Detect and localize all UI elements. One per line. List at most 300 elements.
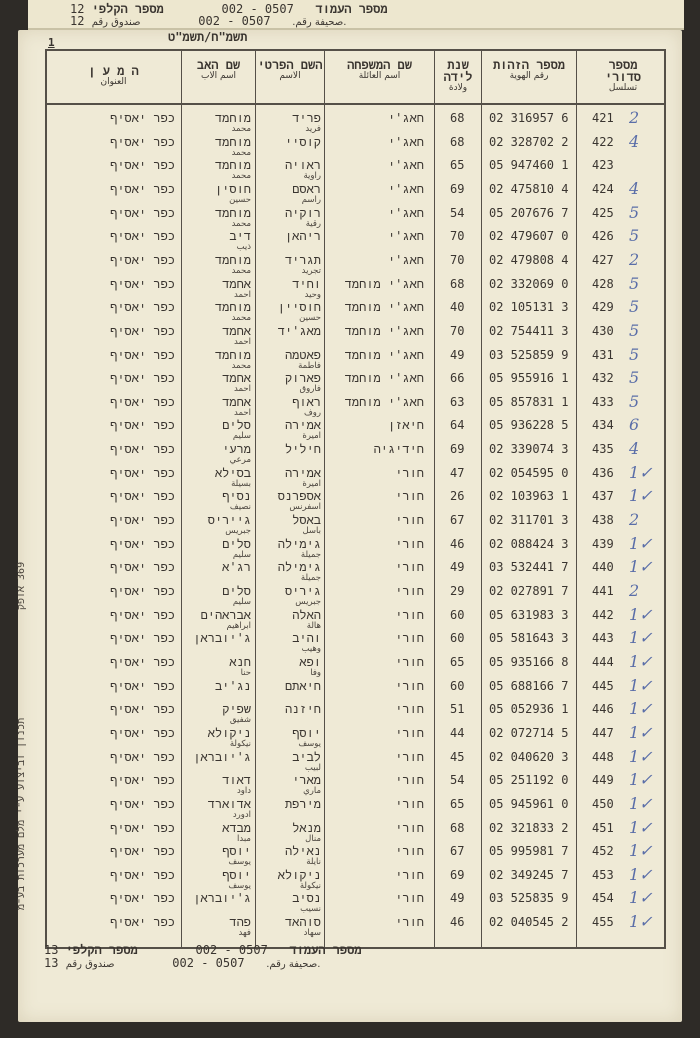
handwritten-mark: 5	[629, 273, 640, 293]
address: כפר יאסיף	[110, 536, 175, 551]
handwritten-mark: 1✓	[629, 557, 653, 577]
first-name-cell	[259, 348, 321, 371]
first-name-ar: باسل	[302, 526, 321, 537]
first-name-cell	[259, 750, 321, 773]
handwritten-mark: 2	[629, 108, 640, 127]
first-name-cell	[259, 797, 321, 811]
serial-number: 424	[592, 181, 614, 196]
family-name: חורי	[395, 678, 424, 693]
first-name-cell	[259, 466, 321, 489]
family-name: חורי	[395, 465, 424, 480]
father-name-ar: سليم	[232, 597, 251, 607]
father-name: מבדא	[222, 820, 251, 835]
serial-number: 453	[592, 867, 614, 882]
id-number: 02 105131 3	[489, 300, 569, 315]
father-name-ar: محمد	[231, 171, 251, 182]
first-name-ar: وهيب	[301, 644, 321, 655]
first-name-cell	[259, 631, 321, 654]
first-name-ar: فاطمة	[298, 360, 321, 371]
table-row	[47, 675, 664, 703]
table-row	[47, 344, 664, 372]
family-name: חורי	[395, 749, 424, 764]
table-row	[47, 699, 664, 726]
father-name: יוסף	[222, 867, 251, 882]
table-row	[47, 841, 664, 868]
father-name-cell	[185, 348, 251, 371]
birth-year: 70	[450, 229, 465, 244]
first-name-ar: يوسف	[298, 738, 321, 749]
first-name-cell	[259, 111, 321, 134]
father-name-ar: سليم	[232, 431, 251, 442]
first-name-cell	[259, 324, 321, 338]
first-name: והיב	[292, 631, 321, 646]
page-number: 13	[44, 943, 59, 957]
table-row	[47, 793, 664, 821]
first-name: אמירה	[284, 465, 321, 480]
table-row	[47, 604, 664, 632]
family-name: חורי	[395, 725, 424, 740]
id-number: 03 525859 9	[489, 347, 569, 362]
first-name-ar: حسين	[299, 313, 321, 324]
id-number: 02 479808 4	[489, 252, 569, 267]
id-number: 05 207676 7	[489, 205, 569, 220]
serial-number: 426	[592, 229, 614, 244]
first-name-ar: راسم	[301, 194, 321, 205]
first-name-ar: رقية	[305, 218, 321, 229]
father-name-cell	[185, 182, 251, 205]
first-name-ar: نايلة	[306, 857, 321, 868]
father-name-ar: داود	[236, 786, 251, 797]
first-name-ar: تجريد	[301, 265, 321, 276]
father-name-ar: احمد	[234, 336, 251, 347]
first-name: גימילה	[277, 536, 321, 551]
first-name: מנאל	[292, 820, 321, 835]
birth-year: 70	[450, 323, 465, 338]
first-name: סוהאד	[284, 915, 321, 930]
father-name-ar: حنا	[240, 667, 251, 678]
id-number: 02 040545 2	[489, 915, 569, 930]
address: כפר יאסיף	[110, 513, 175, 528]
father-name: מוחמד	[214, 158, 251, 173]
first-name-ar: جبريس	[295, 597, 321, 607]
birth-year: 51	[450, 702, 465, 717]
address: כפר יאסיף	[110, 560, 175, 575]
first-name-cell	[259, 844, 321, 867]
handwritten-mark: 1✓	[629, 841, 653, 861]
address: כפר יאסיף	[110, 773, 175, 788]
id-number: 02 316957 6	[489, 111, 569, 125]
father-name: סלים	[222, 418, 251, 433]
first-name-cell	[259, 655, 321, 678]
first-name: וחיד	[292, 276, 321, 291]
table-row	[47, 249, 664, 277]
family-name: חורי	[395, 560, 424, 575]
birth-year: 63	[450, 394, 465, 409]
father-name-ar: نصيف	[229, 502, 251, 513]
page-number-label: מספר העמוד	[315, 2, 388, 16]
father-name: חוסין	[214, 181, 251, 196]
father-name-ar: ادورد	[232, 809, 251, 820]
father-name-ar: يوسف	[228, 880, 251, 891]
family-name: חורי	[395, 631, 424, 646]
first-name: ריהאן	[284, 229, 321, 244]
header-first-name: השם הפרטי الاسم	[257, 58, 323, 81]
first-name-cell	[259, 489, 321, 512]
box-label-ar: صندوق رقم.	[65, 959, 321, 970]
serial-number: 429	[592, 300, 614, 315]
family-name: חאג'י	[387, 158, 424, 173]
address: כפר יאסיף	[110, 347, 175, 362]
family-name: חאג'י	[387, 252, 424, 267]
table-row	[47, 817, 664, 845]
serial-number: 438	[592, 513, 614, 528]
serial-number: 451	[592, 820, 614, 835]
birth-year: 44	[450, 725, 465, 740]
table-row	[47, 415, 664, 442]
family-name: חיאזן	[387, 418, 424, 433]
birth-year: 69	[450, 867, 465, 882]
table-row	[47, 202, 664, 230]
father-name-cell	[185, 844, 251, 867]
father-name: ג'יובראן	[193, 891, 251, 906]
birth-year: 60	[450, 607, 465, 622]
family-name: חאג'י	[387, 134, 424, 149]
address: כפר יאסיף	[110, 181, 175, 196]
header-birth-year: שנת לידה ولادة	[443, 58, 473, 93]
box-code: 0507 - 002	[198, 14, 271, 28]
birth-year: 29	[450, 584, 465, 598]
father-name-cell	[185, 726, 251, 749]
table-row	[47, 297, 664, 324]
father-name-ar: محمد	[231, 124, 251, 134]
first-name-cell	[259, 300, 321, 323]
first-name-ar: اسفرنس	[289, 502, 321, 513]
father-name: סלים	[222, 536, 251, 551]
father-name: מוחמד	[214, 300, 251, 315]
father-name-cell	[185, 584, 251, 607]
family-name: חאג'י מוחמד	[344, 394, 424, 409]
birth-year: 40	[450, 300, 465, 315]
table-row	[47, 864, 664, 892]
table-row	[47, 651, 664, 679]
first-name: גימילה	[277, 560, 321, 575]
first-name: נאילה	[284, 844, 321, 859]
handwritten-mark: 5	[629, 320, 640, 340]
first-name-cell	[259, 442, 321, 456]
id-number: 05 631983 3	[489, 607, 569, 622]
first-name-ar: جميلة	[300, 549, 321, 560]
father-name-ar: ذيب	[236, 242, 251, 253]
handwritten-mark: 1✓	[629, 699, 653, 719]
father-name-cell	[185, 702, 251, 725]
serial-number: 431	[592, 347, 614, 362]
id-number: 05 947460 1	[489, 158, 569, 173]
father-name-ar: مرعي	[229, 455, 251, 466]
id-number: 05 955916 1	[489, 371, 569, 386]
father-name-ar: محمد	[231, 360, 251, 371]
father-name-cell	[185, 253, 251, 276]
id-number: 02 328702 2	[489, 134, 569, 149]
father-name-cell	[185, 371, 251, 394]
header-divider	[47, 103, 664, 105]
table-row	[47, 439, 664, 466]
box-code: 0507 - 002	[221, 2, 294, 16]
table-row	[47, 486, 664, 513]
birth-year: 68	[450, 820, 465, 835]
father-name-cell	[185, 750, 251, 764]
address: כפר יאסיף	[110, 678, 175, 693]
handwritten-mark: 2	[629, 581, 640, 600]
father-name: ג'יובראן	[193, 631, 251, 646]
first-name-ar: سهاد	[303, 928, 321, 939]
father-name: אבראהים	[200, 607, 251, 622]
first-name-ar: منال	[305, 833, 321, 844]
first-name-ar: اميرة	[302, 478, 321, 489]
address: כפר יאסיף	[110, 252, 175, 267]
handwritten-mark: 1✓	[629, 746, 653, 766]
first-name-cell	[259, 158, 321, 181]
page-number: 12	[70, 2, 85, 16]
header-id: מספר הזהות رقم الهوية	[492, 58, 566, 81]
address: כפר יאסיף	[110, 158, 175, 173]
first-name: קוסיי	[284, 134, 321, 149]
table-row	[47, 581, 664, 608]
first-name: לביב	[292, 749, 321, 764]
serial-number: 455	[592, 915, 614, 930]
father-name-ar: احمد	[234, 384, 251, 395]
first-name: תגריד	[284, 252, 321, 267]
voter-register-table	[45, 49, 666, 949]
id-number: 05 052936 1	[489, 702, 569, 717]
father-name: גייריס	[207, 513, 251, 528]
father-name-ar: نيكولة	[229, 738, 251, 749]
table-row	[47, 158, 664, 182]
first-name: חוסיין	[277, 300, 321, 315]
serial-number: 446	[592, 702, 614, 717]
handwritten-mark: 5	[629, 202, 640, 222]
birth-year: 47	[450, 465, 465, 480]
serial-number: 432	[592, 371, 614, 386]
birth-year: 69	[450, 442, 465, 457]
first-name-cell	[259, 679, 321, 693]
bottom-strip-line2	[44, 957, 320, 971]
handwritten-mark: 5	[629, 344, 640, 364]
first-name-cell	[259, 371, 321, 394]
family-name: חורי	[395, 891, 424, 906]
father-name-cell	[185, 135, 251, 158]
address: כפר יאסיף	[110, 489, 175, 504]
serial-number: 433	[592, 394, 614, 409]
handwritten-mark: 2	[629, 510, 640, 530]
page-number-label-ar: صحيفة رقم.	[292, 17, 344, 28]
page-number-label-ar: صحيفة رقم.	[266, 959, 318, 970]
first-name-ar: راوية	[303, 171, 321, 182]
father-name: אחמד	[222, 323, 251, 338]
serial-number: 440	[592, 560, 614, 575]
first-name-cell	[259, 182, 321, 205]
id-number: 02 332069 0	[489, 276, 569, 291]
first-name: האלה	[292, 607, 321, 622]
first-name: חיליל	[284, 442, 321, 457]
birth-year: 67	[450, 844, 465, 859]
father-name-ar: محمد	[231, 218, 251, 229]
father-name-cell	[185, 560, 251, 574]
id-number: 02 475810 4	[489, 181, 569, 196]
serial-number: 442	[592, 607, 614, 622]
address: כפר יאסיף	[110, 465, 175, 480]
family-name: חורי	[395, 489, 424, 504]
serial-number: 452	[592, 844, 614, 859]
first-name-cell	[259, 513, 321, 536]
father-name-cell	[185, 821, 251, 844]
table-row	[47, 368, 664, 395]
table-row	[47, 912, 664, 939]
address: כפר יאסיף	[110, 394, 175, 409]
handwritten-mark: 1✓	[629, 486, 653, 506]
father-name-cell	[185, 229, 251, 252]
first-name-cell	[259, 418, 321, 441]
first-name-cell	[259, 277, 321, 300]
id-number: 02 754411 3	[489, 323, 569, 338]
birth-year: 68	[450, 111, 465, 125]
first-name: מארי	[292, 773, 321, 788]
father-name: ניקולא	[207, 725, 251, 740]
first-name: מירפת	[284, 796, 321, 811]
first-name-ar: وفا	[310, 667, 321, 678]
family-name: חידיגיה	[373, 442, 424, 457]
father-name-cell	[185, 206, 251, 229]
serial-number: 436	[592, 465, 614, 480]
box-code: 0507 - 002	[172, 956, 245, 970]
serial-number: 428	[592, 276, 614, 291]
birth-year: 54	[450, 205, 465, 220]
family-name: חורי	[395, 702, 424, 717]
table-row	[47, 888, 664, 915]
id-number: 05 935166 8	[489, 654, 569, 669]
birth-year: 64	[450, 418, 465, 433]
father-name-ar: محمد	[231, 265, 251, 276]
id-number: 05 581643 3	[489, 631, 569, 646]
year-label: תשמ"ח/תשמ"ט	[168, 30, 248, 44]
table-row	[47, 770, 664, 797]
handwritten-mark: 1✓	[629, 888, 653, 908]
handwritten-mark: 4	[629, 131, 640, 151]
address: כפר יאסיף	[110, 418, 175, 433]
first-name-ar: وحيد	[304, 289, 321, 300]
birth-year: 68	[450, 134, 465, 149]
father-name-cell	[185, 300, 251, 323]
first-name: פארוק	[284, 371, 321, 386]
table-row	[47, 533, 664, 561]
birth-year: 66	[450, 371, 465, 386]
father-name-ar: ابراهيم	[226, 620, 251, 631]
handwritten-mark: 5	[629, 297, 640, 317]
address: כפר יאסיף	[110, 702, 175, 717]
family-name: חורי	[395, 844, 424, 859]
previous-page-strip	[28, 0, 684, 30]
first-name-ar: فاروق	[299, 384, 321, 395]
address: כפר יאסיף	[110, 654, 175, 669]
handwritten-mark: 5	[629, 368, 640, 388]
father-name-cell	[185, 442, 251, 465]
family-name: חאג'י	[387, 181, 424, 196]
serial-number: 443	[592, 631, 614, 646]
birth-year: 49	[450, 891, 465, 906]
table-row	[47, 320, 664, 348]
id-number: 02 339074 3	[489, 442, 569, 457]
family-name: חאג'י	[387, 205, 424, 220]
id-number: 05 936228 5	[489, 418, 569, 433]
family-name: חורי	[395, 584, 424, 598]
handwritten-mark: 1✓	[629, 462, 653, 482]
father-name-cell	[185, 277, 251, 300]
first-name-cell	[259, 395, 321, 418]
id-number: 03 525835 9	[489, 891, 569, 906]
birth-year: 70	[450, 252, 465, 267]
family-name: חאג'י מוחמד	[344, 347, 424, 362]
handwritten-mark: 1✓	[629, 604, 653, 624]
first-name: ראוף	[292, 394, 321, 409]
father-name-cell	[185, 395, 251, 418]
box-label-ar: صندوق رقم.	[91, 17, 347, 28]
first-name: גיריס	[284, 584, 321, 598]
page-marker: 1	[48, 36, 55, 49]
handwritten-mark: 4	[629, 439, 640, 459]
first-name-cell	[259, 253, 321, 276]
first-name-ar: هالة	[306, 620, 321, 631]
birth-year: 60	[450, 631, 465, 646]
table-row	[47, 226, 664, 253]
handwritten-mark: 1✓	[629, 651, 653, 671]
first-name-cell	[259, 560, 321, 583]
family-name: חורי	[395, 796, 424, 811]
father-name-cell	[185, 513, 251, 536]
header-family-name: שם המשפחה اسم العائلة	[347, 58, 412, 81]
id-number: 02 088424 3	[489, 536, 569, 551]
id-number: 02 027891 7	[489, 584, 569, 598]
serial-number: 450	[592, 796, 614, 811]
birth-year: 49	[450, 347, 465, 362]
first-name: חיאתם	[284, 678, 321, 693]
address: כפר יאסיף	[110, 229, 175, 244]
birth-year: 54	[450, 773, 465, 788]
family-name: חורי	[395, 536, 424, 551]
father-name: ג'יובראן	[193, 749, 251, 764]
family-name: חורי	[395, 867, 424, 882]
id-number: 05 995981 7	[489, 844, 569, 859]
first-name-cell	[259, 584, 321, 607]
father-name-cell	[185, 797, 251, 820]
serial-number: 425	[592, 205, 614, 220]
family-name: חאג'י מוחמד	[344, 371, 424, 386]
first-name-ar: ماري	[303, 786, 321, 797]
father-name: אדוארד	[207, 796, 251, 811]
father-name: יוסף	[222, 844, 251, 859]
side-credit: תכנון וביצוע ע"י מלם מערכות בע"מ	[16, 717, 27, 910]
handwritten-mark: 1✓	[629, 912, 653, 932]
father-name-cell	[185, 111, 251, 134]
serial-number: 454	[592, 891, 614, 906]
header-father-name: שם האב اسم الاب	[196, 58, 241, 81]
father-name: נסיף	[222, 489, 251, 504]
father-name: בסילא	[214, 465, 251, 480]
first-name-cell	[259, 608, 321, 631]
handwritten-mark: 1✓	[629, 722, 653, 742]
family-name: חורי	[395, 820, 424, 835]
father-name: אחמד	[222, 394, 251, 409]
serial-number: 423	[592, 158, 614, 173]
father-name-cell	[185, 608, 251, 631]
